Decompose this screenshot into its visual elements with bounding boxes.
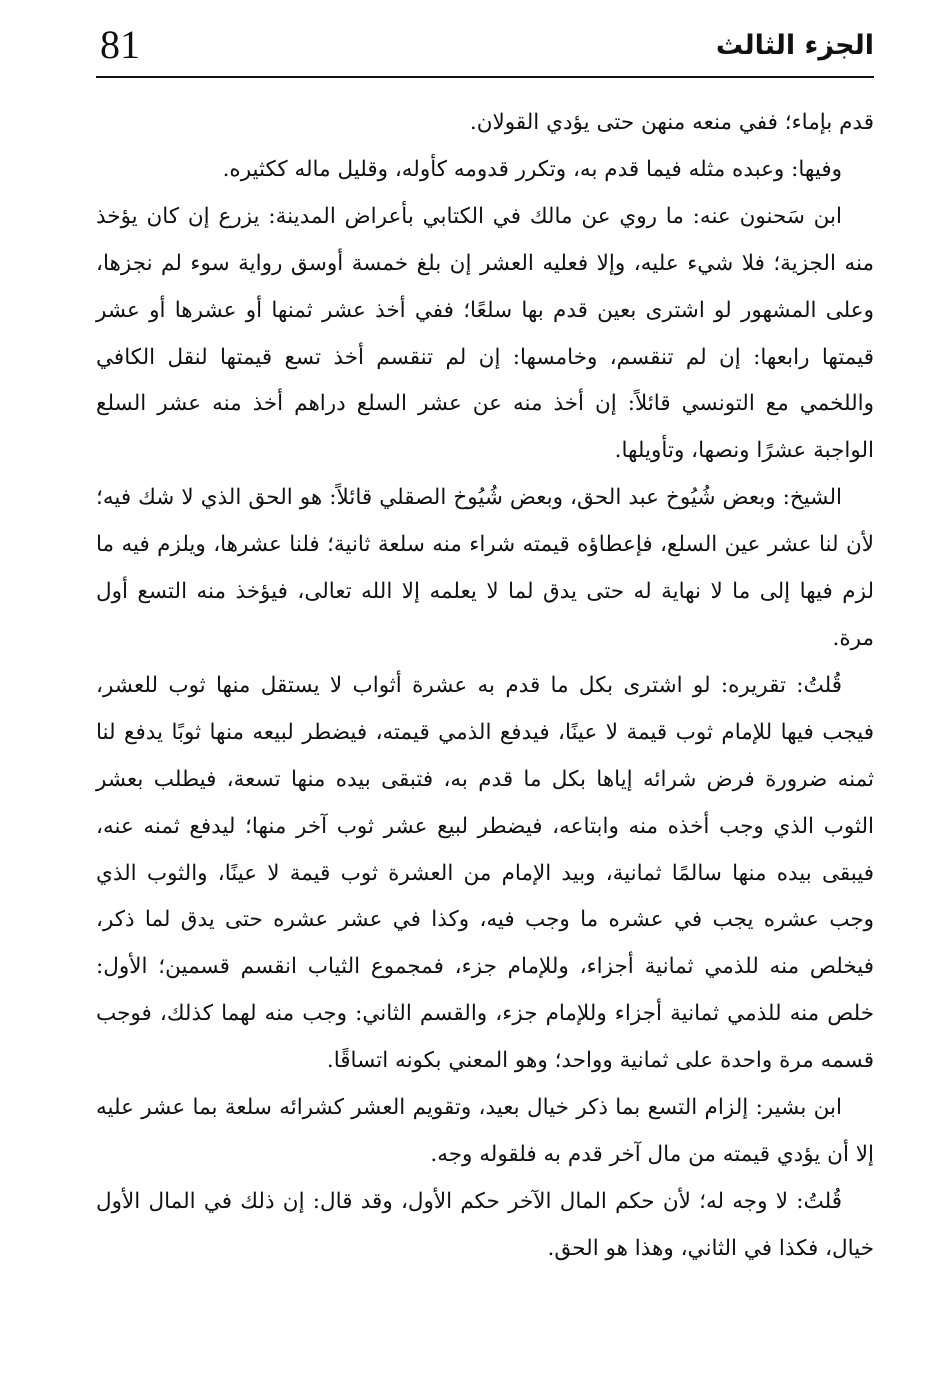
paragraph: ابن سَحنون عنه: ما روي عن مالك في الكتابي بأعراض المدينة: يزرع إن كان يؤخذ منه الجزية؛ فلا شيء عليه، وإلا فعليه العشر إن بلغ خمسة أوسق رواية سوء لم نجزها، وعلى المشهور لو اشترى بعين قدم بها سلعًا؛ ففي أخذ عشر ثمنها أو عشرها أو عشر قيمتها رابعها: إن لم تنقسم، وخامسها: إن لم تنقسم أخذ تسع قيمتها لنقل الكافي واللخمي مع التونسي قائلاً: إن أخذ منه عن عشر السلع دراهم أخذ منه عشر السلع الواجبة عشرًا ونصها، وتأويلها.	[96, 203, 874, 464]
header-divider	[96, 76, 874, 78]
paragraph-continuation: قدم بإماء؛ ففي منعه منهن حتى يؤدي القولان.	[469, 110, 874, 135]
paragraph: قُلتُ: لا وجه له؛ لأن حكم المال الآخر حكم الأول، وقد قال: إن ذلك في المال الأول خيال، فكذا في الثاني، وهذا هو الحق.	[96, 1188, 874, 1261]
body-text	[96, 100, 874, 1273]
page-number: 81	[100, 22, 140, 67]
paragraph: ابن بشير: إلزام التسع بما ذكر خيال بعيد، وتقويم العشر كشرائه سلعة بما عشر عليه إلا أن يؤدي قيمته من مال آخر قدم به فلقوله وجه.	[96, 1095, 874, 1167]
paragraph: وفيها: وعبده مثله فيما قدم به، وتكرر قدومه كأوله، وقليل ماله ككثيره.	[222, 156, 842, 182]
page-header	[96, 22, 874, 74]
paragraph: قُلتُ: تقريره: لو اشترى بكل ما قدم به عشرة أثواب لا يستقل منها ثوب للعشر، فيجب فيها للإمام ثوب قيمة لا عينًا، فيدفع الذمي قيمته، فيضطر لبيعه منها ثوبًا يدفع لنا ثمنه ضرورة فرض شرائه إياها بكل ما قدم به، فتبقى بيده منها تسعة، فيطلب بعشر الثوب الذي وجب أخذه منه وابتاعه، فيضطر لبيع عشر ثوب آخر منها؛ ليدفع ثمنه عنه، فيبقى بيده منها سالمًا ثمانية، وبيد الإمام من العشرة ثوب قيمة لا عينًا، والثوب الذي وجب عشره يجب في عشره ما وجب فيه، وكذا في عشر عشره حتى يدق لما ذكر، فيخلص منه للذمي ثمانية أجزاء، وللإمام جزء، فمجموع الثياب انقسم قسمين؛ الأول: خلص منه للذمي ثمانية أجزاء وللإمام جزء، والقسم الثاني: وجب منه لهما كذلك، فوجب قسمه مرة واحدة على ثمانية وواحد؛ وهو المعني بكونه اتساقًا.	[96, 672, 874, 1074]
running-title: الجزء الثالث	[715, 30, 874, 61]
paragraph: الشيخ: وبعض شُيُوخ عبد الحق، وبعض شُيُوخ الصقلي قائلاً: هو الحق الذي لا شك فيه؛ لأن لنا عشر عين السلع، فإعطاؤه قيمته شراء منه سلعة ثانية؛ فلنا عشرها، ويلزم فيه ما لزم فيها إلى ما لا نهاية له حتى يدق لما لا يعلمه إلا الله تعالى، فيؤخذ منه التسع أول مرة.	[96, 485, 874, 651]
